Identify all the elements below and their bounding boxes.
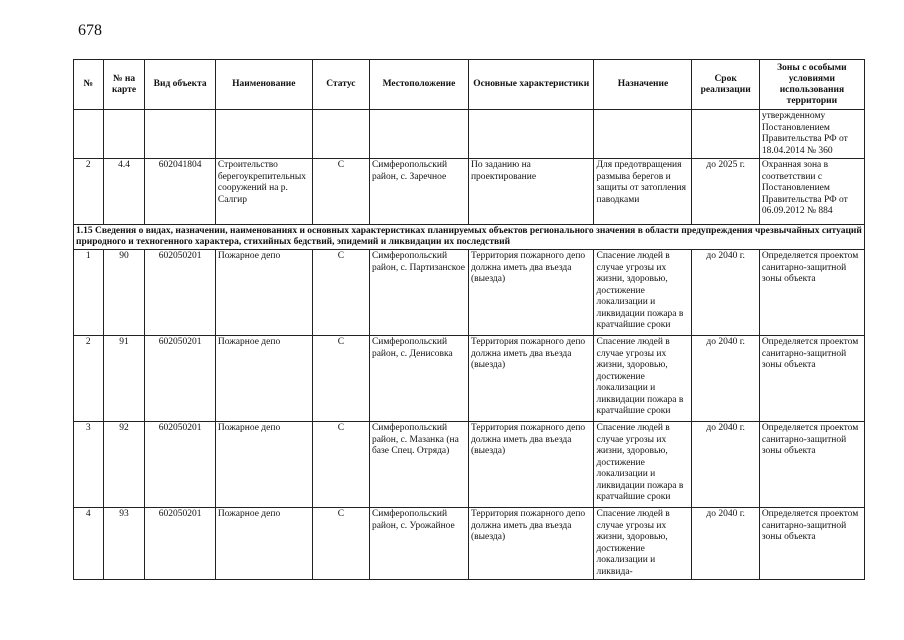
object-name: Пожарное депо — [215, 336, 312, 422]
object-characteristics: Территория пожарного депо должна иметь два въезда (выезда) — [468, 336, 594, 422]
object-name: Пожарное депо — [215, 250, 312, 336]
object-status: С — [312, 336, 369, 422]
section-title: 1.15 Сведения о видах, назначении, наименованиях и основных характеристиках планируемых объектов регионального значения в области предупреждения чрезвычайных ситуаций природного и техногенного характера, стихийных бедствий, эпидемий и ликвидации их последствий — [74, 225, 865, 250]
object-deadline: до 2040 г. — [692, 508, 759, 580]
object-characteristics: Территория пожарного депо должна иметь два въезда (выезда) — [468, 422, 594, 508]
header-cell: № — [74, 60, 104, 110]
header-row — [74, 60, 865, 110]
table-row — [74, 336, 865, 422]
map-number: 91 — [103, 336, 145, 422]
object-type: 602050201 — [145, 336, 215, 422]
row-number: 1 — [74, 250, 104, 336]
table-row — [74, 250, 865, 336]
object-zone: Определяется проектом санитарно-защитной зоны объекта — [759, 508, 864, 580]
row-number: 2 — [74, 336, 104, 422]
table-cell — [74, 110, 104, 159]
row-number: 3 — [74, 422, 104, 508]
continuation-row — [74, 110, 865, 159]
object-name: Пожарное депо — [215, 422, 312, 508]
header-cell: Срок реализации — [692, 60, 759, 110]
object-purpose: Спасение людей в случае угрозы их жизни, здоровью, достижение локализации и ликвида- — [594, 508, 692, 580]
object-location: Симферопольский район, с. Мазанка (на базе Спец. Отряда) — [369, 422, 468, 508]
object-type: 602050201 — [145, 508, 215, 580]
table-cell: утвержденному Постановлением Правительства РФ от 18.04.2014 № 360 — [759, 110, 864, 159]
header-cell: Назначение — [594, 60, 692, 110]
header-cell: Наименование — [215, 60, 312, 110]
table-row — [74, 508, 865, 580]
table-cell — [468, 110, 594, 159]
header-cell: Зоны с особыми условиями использования территории — [759, 60, 864, 110]
object-location: Симферопольский район, с. Заречное — [369, 159, 468, 225]
object-location: Симферопольский район, с. Партизанское — [369, 250, 468, 336]
object-deadline: до 2040 г. — [692, 250, 759, 336]
header-cell: № на карте — [103, 60, 145, 110]
object-zone: Охранная зона в соответствии с Постановлением Правительства РФ от 06.09.2012 № 884 — [759, 159, 864, 225]
header-cell: Статус — [312, 60, 369, 110]
object-zone: Определяется проектом санитарно-защитной зоны объекта — [759, 250, 864, 336]
header-cell: Основные характеристики — [468, 60, 594, 110]
object-purpose: Для предотвращения размыва берегов и защиты от затопления паводками — [594, 159, 692, 225]
header-cell: Вид объекта — [145, 60, 215, 110]
row-number: 4 — [74, 508, 104, 580]
map-number: 90 — [103, 250, 145, 336]
object-purpose: Спасение людей в случае угрозы их жизни, здоровью, достижение локализации и ликвидации пожара в кратчайшие сроки — [594, 250, 692, 336]
map-number: 93 — [103, 508, 145, 580]
table-cell — [215, 110, 312, 159]
table-cell — [594, 110, 692, 159]
table-row — [74, 422, 865, 508]
object-purpose: Спасение людей в случае угрозы их жизни, здоровью, достижение локализации и ликвидации пожара в кратчайшие сроки — [594, 336, 692, 422]
table-cell — [312, 110, 369, 159]
object-type: 602050201 — [145, 422, 215, 508]
object-deadline: до 2025 г. — [692, 159, 759, 225]
object-zone: Определяется проектом санитарно-защитной зоны объекта — [759, 422, 864, 508]
object-zone: Определяется проектом санитарно-защитной зоны объекта — [759, 336, 864, 422]
table-row — [74, 159, 865, 225]
page-number: 678 — [78, 22, 102, 39]
object-name: Строительство берегоукрепительных сооружений на р. Салгир — [215, 159, 312, 225]
section-row — [74, 225, 865, 250]
data-table — [73, 59, 865, 580]
object-characteristics: Территория пожарного депо должна иметь два въезда (выезда) — [468, 508, 594, 580]
table-cell — [145, 110, 215, 159]
object-status: С — [312, 159, 369, 225]
object-location: Симферопольский район, с. Урожайное — [369, 508, 468, 580]
object-type: 602041804 — [145, 159, 215, 225]
object-characteristics: По заданию на проектирование — [468, 159, 594, 225]
map-number: 92 — [103, 422, 145, 508]
header-cell: Местоположение — [369, 60, 468, 110]
object-location: Симферопольский район, с. Денисовка — [369, 336, 468, 422]
object-purpose: Спасение людей в случае угрозы их жизни, здоровью, достижение локализации и ликвидации пожара в кратчайшие сроки — [594, 422, 692, 508]
object-status: С — [312, 250, 369, 336]
object-deadline: до 2040 г. — [692, 422, 759, 508]
table-cell — [369, 110, 468, 159]
object-characteristics: Территория пожарного депо должна иметь два въезда (выезда) — [468, 250, 594, 336]
row-number: 2 — [74, 159, 104, 225]
object-type: 602050201 — [145, 250, 215, 336]
object-status: С — [312, 508, 369, 580]
object-status: С — [312, 422, 369, 508]
map-number: 4.4 — [103, 159, 145, 225]
object-deadline: до 2040 г. — [692, 336, 759, 422]
table-cell — [103, 110, 145, 159]
table-cell — [692, 110, 759, 159]
object-name: Пожарное депо — [215, 508, 312, 580]
